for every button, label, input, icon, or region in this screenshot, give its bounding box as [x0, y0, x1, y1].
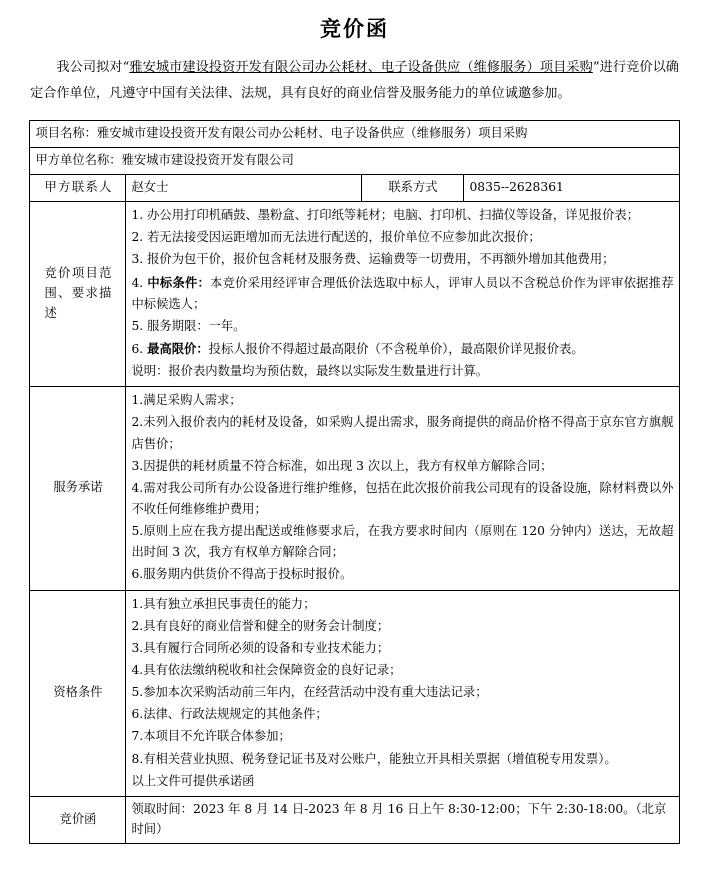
intro-prefix: 我公司拟对“ — [56, 60, 130, 75]
scope-list — [131, 205, 673, 382]
list-item: 3.因提供的耗材质量不符合标准，如出现 3 次以上，我方有权单方解除合同； — [131, 458, 553, 473]
list-item: 4.具有依法缴纳税收和社会保障资金的良好记录； — [131, 663, 402, 677]
list-item: 2.具有良好的商业信誉和健全的财务会计制度； — [131, 618, 390, 633]
qualification-list — [131, 594, 673, 792]
project-name-value: 雅安城市建设投资开发有限公司办公耗材、电子设备供应（维修服务）项目采购 — [96, 126, 528, 141]
bid-details-table — [29, 120, 679, 843]
project-name-cell — [30, 121, 679, 148]
table-row-service-promise — [30, 387, 679, 590]
table-row-qualification — [30, 590, 679, 796]
list-item: 说明：报价表内数量均为预估数，最终以实际发生数量进行计算。 — [131, 364, 489, 379]
list-item: 5.参加本次采购活动前三年内，在经营活动中没有重大违法记录； — [131, 685, 488, 700]
table-row-project-name — [30, 121, 679, 148]
service-promise-cell — [126, 387, 679, 590]
party-a-name-cell — [30, 148, 679, 175]
list-item: 2.未列入报价表内的耗材及设备，如采购人提出需求，服务商提供的商品价格不得高于京东官方旗舰店售价； — [131, 415, 674, 451]
list-item: 3.具有履行合同所必须的设备和专业技术能力； — [131, 640, 390, 655]
list-item: 6. 最高限价：投标人报价不得超过最高限价（不含税单价），最高限价详见报价表。 — [131, 341, 584, 357]
bid-letter-value: 领取时间：2023 年 8 月 14 日-2023 年 8 月 16 日上午 8:30-12:00；下午 2:30-18:00。（北京时间） — [126, 796, 679, 843]
intro-suffix: ”进行竞价以确定合作单位，凡遵守中国有关法律、法规，具有良好的商业信誉及服务能力的单位诚邀参加。 — [30, 60, 679, 101]
party-a-name-label: 甲方单位名称： — [35, 153, 122, 168]
list-item: 1. 办公用打印机硒鼓、墨粉盒、打印纸等耗材；电脑、打印机、扫描仪等设备，详见报价表； — [131, 208, 640, 223]
intro-paragraph — [30, 55, 679, 106]
document-page — [0, 13, 709, 883]
table-row-party-a-name — [30, 148, 679, 175]
contact-label: 甲方联系人 — [30, 175, 126, 202]
list-item: 2. 若无法接受因运距增加而无法进行配送的，报价单位不应参加此次报价； — [131, 230, 541, 245]
page-title: 竞价函 — [320, 16, 389, 41]
contact-phone-value: 0835--2628361 — [464, 175, 679, 202]
intro-underlined-project: 雅安城市建设投资开发有限公司办公耗材、电子设备供应（维修服务）项目采购 — [129, 60, 593, 75]
list-item: 6.服务期内供货价不得高于投标时报价。 — [131, 567, 353, 582]
list-item: 4.需对我公司所有办公设备进行维护维修，包括在此次报价前我公司现有的设备设施，除材料费以外不收任何维修维护费用； — [131, 480, 674, 517]
list-item: 6.法律、行政法规规定的其他条件； — [131, 707, 328, 722]
bid-letter-label: 竞价函 — [30, 796, 126, 843]
table-row-bid-letter — [30, 796, 679, 843]
list-item: 3. 报价为包干价，报价包含耗材及服务费、运输费等一切费用，不再额外增加其他费用； — [131, 252, 615, 267]
list-item: 1.满足采购人需求； — [131, 393, 242, 408]
contact-name-value: 赵女士 — [126, 175, 362, 202]
list-item: 以上文件可提供承诺函 — [131, 773, 255, 788]
qualification-cell — [126, 590, 679, 796]
list-item: 8.有相关营业执照、税务登记证书及对公账户，能独立开具相关票据（增值税专用发票）。 — [131, 751, 617, 766]
list-item: 4. 中标条件：本竞价采用经评审合理低价法选取中标人，评审人员以不含税总价作为评审依据推荐中标候选人； — [131, 274, 674, 311]
qualification-label: 资格条件 — [30, 590, 126, 796]
project-name-label: 项目名称： — [35, 126, 97, 141]
scope-label: 竞价项目范围、要求描述 — [30, 202, 126, 387]
table-row-scope — [30, 202, 679, 387]
table-row-contact — [30, 175, 679, 202]
service-promise-label: 服务承诺 — [30, 387, 126, 590]
list-item: 1.具有独立承担民事责任的能力； — [131, 596, 316, 611]
list-item: 7.本项目不允许联合体参加； — [131, 729, 291, 744]
list-item: 5. 服务期限：一年。 — [131, 318, 246, 333]
list-item: 5.原则上应在我方提出配送或维修要求后，在我方要求时间内（原则在 120 分钟内）送达，无故超出时间 3 次，我方有权单方解除合同； — [131, 524, 674, 560]
contact-phone-label: 联系方式 — [362, 175, 464, 202]
party-a-name-value: 雅安城市建设投资开发有限公司 — [121, 153, 294, 168]
scope-cell — [126, 202, 679, 387]
service-promise-list — [131, 390, 673, 585]
